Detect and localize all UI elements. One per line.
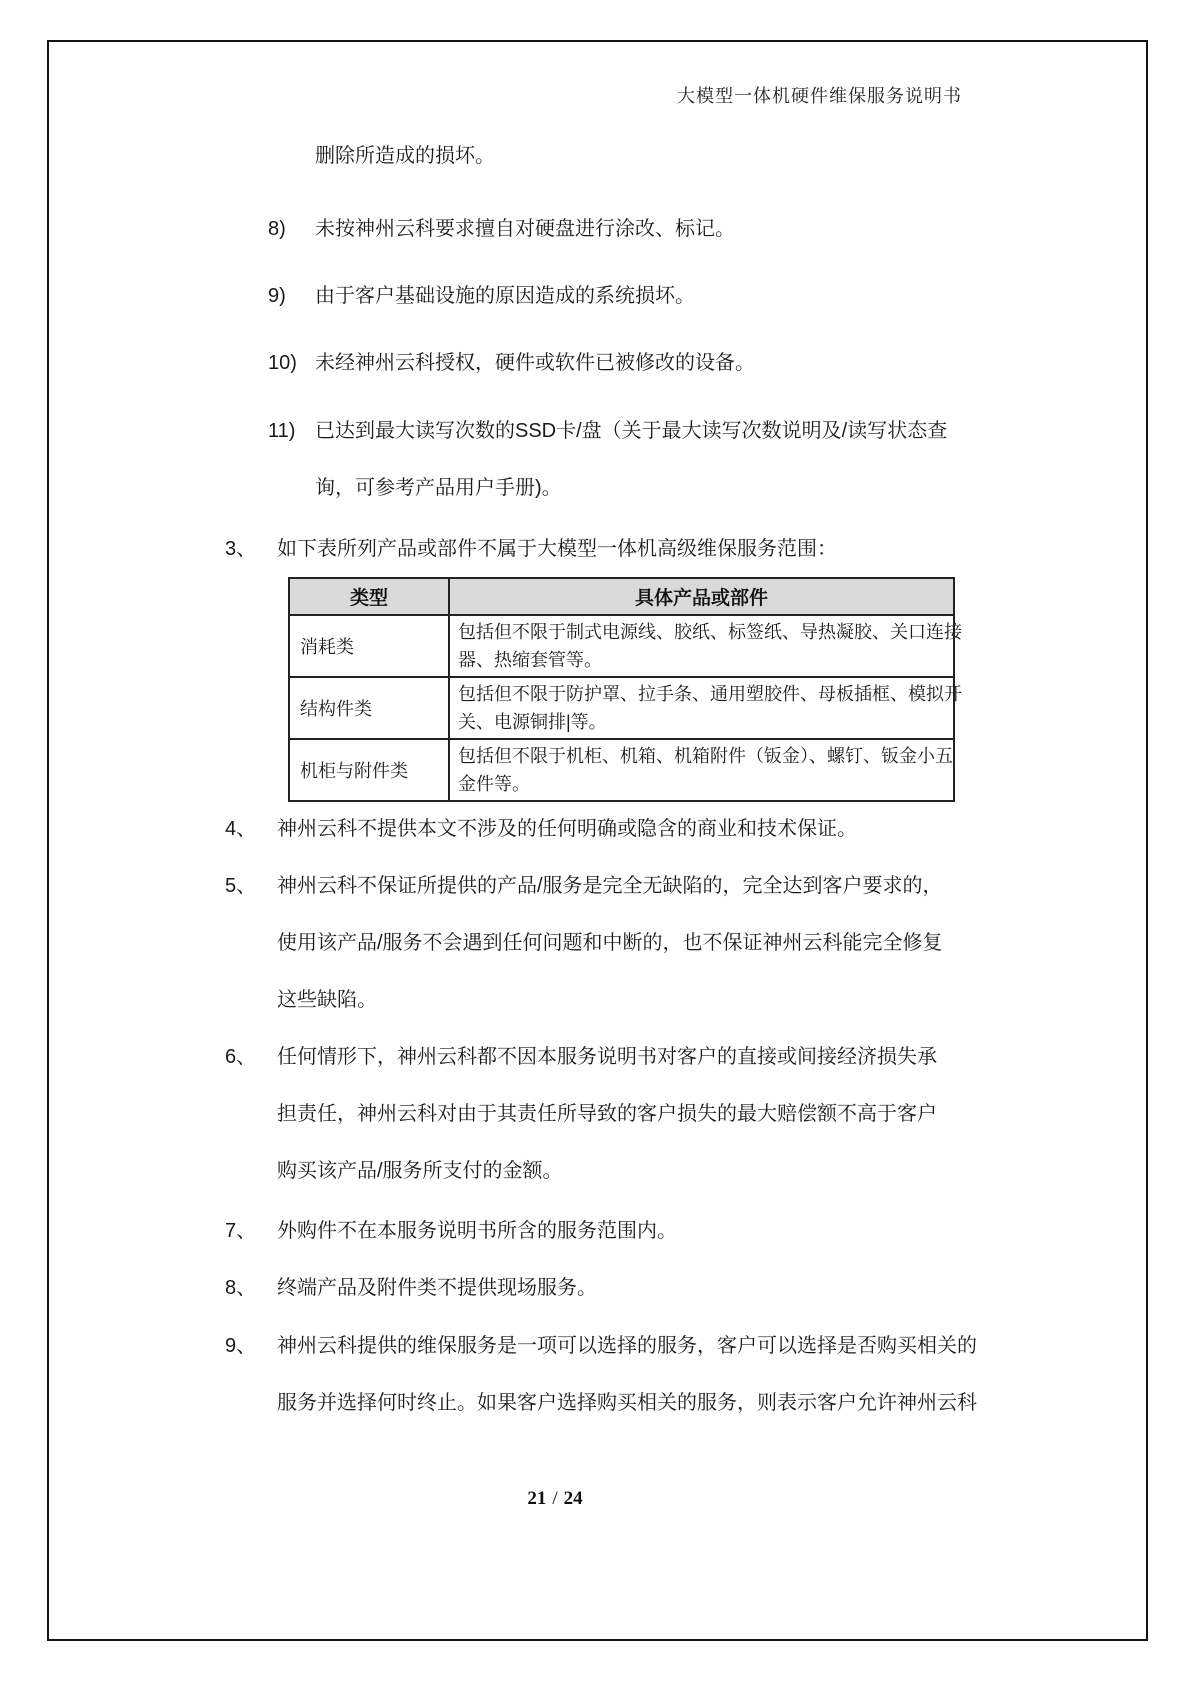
list-lines <box>315 403 947 517</box>
list-lines <box>277 1318 977 1432</box>
list-number: 8) <box>268 218 286 240</box>
list-line: 未按神州云科要求擅自对硬盘进行涂改、标记。 <box>315 218 735 240</box>
list-line: 服务并选择何时终止。如果客户选择购买相关的服务，则表示客户允许神州云科 <box>277 1392 977 1414</box>
list-number: 7、 <box>225 1220 257 1242</box>
list-number: 3、 <box>225 538 257 560</box>
list-item <box>225 801 857 858</box>
list-line: 神州云科提供的维保服务是一项可以选择的服务，客户可以选择是否购买相关的 <box>277 1335 977 1357</box>
page-number-current: 21 <box>527 1488 547 1509</box>
list-number: 5、 <box>225 875 257 897</box>
list-item <box>225 1203 677 1260</box>
table-desc-line: 关、电源铜排|等。 <box>458 712 607 732</box>
page-number-total: 24 <box>563 1488 583 1509</box>
list-item-3 <box>225 521 837 578</box>
table-header-row <box>289 578 954 615</box>
list-item <box>225 1260 597 1317</box>
list-lines <box>277 1203 677 1260</box>
page-footer <box>0 1485 1110 1513</box>
list-number: 8、 <box>225 1277 257 1299</box>
list-lines <box>277 1029 937 1200</box>
list-lines <box>277 858 943 1029</box>
table-desc-cell <box>449 677 962 739</box>
table-category-cell: 结构件类 <box>289 677 449 739</box>
list-lines <box>315 128 495 185</box>
list-item <box>225 858 943 1029</box>
list-line: 神州云科不提供本文不涉及的任何明确或隐含的商业和技术保证。 <box>277 818 857 840</box>
exclusion-table <box>288 577 962 802</box>
list-line: 询，可参考产品用户手册)。 <box>315 477 562 499</box>
list-item <box>225 1318 977 1432</box>
list-item <box>225 1029 937 1200</box>
list-lines <box>277 801 857 858</box>
list-number: 11) <box>268 420 296 442</box>
table-desc-line: 包括但不限于制式电源线、胶纸、标签纸、导热凝胶、关口连接 <box>458 622 962 642</box>
list-number: 9、 <box>225 1335 257 1357</box>
list-line: 外购件不在本服务说明书所含的服务范围内。 <box>277 1220 677 1242</box>
list-line: 已达到最大读写次数的SSD卡/盘（关于最大读写次数说明及/读写状态查 <box>315 420 948 442</box>
list-line: 删除所造成的损坏。 <box>315 145 495 167</box>
list-number: 9) <box>268 285 286 307</box>
list-lines <box>277 521 837 578</box>
list-line: 任何情形下，神州云科都不因本服务说明书对客户的直接或间接经济损失承 <box>277 1046 937 1068</box>
table-category-cell: 消耗类 <box>289 615 449 677</box>
list-lines <box>315 335 755 392</box>
list-item <box>268 201 735 258</box>
list-item <box>268 268 695 325</box>
list-number: 10) <box>268 352 297 374</box>
table-header-cell: 具体产品或部件 <box>449 578 954 615</box>
list-item <box>268 128 495 185</box>
list-line: 这些缺陷。 <box>277 989 377 1011</box>
table-row <box>289 615 954 677</box>
list-item <box>268 403 947 517</box>
list-line: 终端产品及附件类不提供现场服务。 <box>277 1277 597 1299</box>
list-lines <box>277 1260 597 1317</box>
table-desc-line: 包括但不限于防护罩、拉手条、通用塑胶件、母板插框、模拟开 <box>458 684 962 704</box>
list-line: 由于客户基础设施的原因造成的系统损坏。 <box>315 285 695 307</box>
table-row <box>289 739 954 801</box>
table-header-cell: 类型 <box>289 578 449 615</box>
list-line: 未经神州云科授权，硬件或软件已被修改的设备。 <box>315 352 755 374</box>
list-line: 如下表所列产品或部件不属于大模型一体机高级维保服务范围： <box>277 538 837 560</box>
list-line: 担责任，神州云科对由于其责任所导致的客户损失的最大赔偿额不高于客户 <box>277 1103 937 1125</box>
list-item <box>268 335 755 392</box>
list-line: 购买该产品/服务所支付的金额。 <box>277 1160 563 1182</box>
list-line: 神州云科不保证所提供的产品/服务是完全无缺陷的，完全达到客户要求的， <box>277 875 943 897</box>
table-row <box>289 677 954 739</box>
page-number-separator: / <box>552 1488 558 1509</box>
table-desc-line: 包括但不限于机柜、机箱、机箱附件（钣金）、螺钉、钣金小五 <box>458 746 953 766</box>
table-desc-cell <box>449 739 954 801</box>
table-desc-line: 器、热缩套管等。 <box>458 650 602 670</box>
list-lines <box>315 268 695 325</box>
list-lines <box>315 201 735 258</box>
list-number <box>268 128 315 185</box>
table-desc-cell <box>449 615 962 677</box>
list-number: 4、 <box>225 818 257 840</box>
list-line: 使用该产品/服务不会遇到任何问题和中断的，也不保证神州云科能完全修复 <box>277 932 943 954</box>
table-desc-line: 金件等。 <box>458 774 530 794</box>
list-number: 6、 <box>225 1046 257 1068</box>
table-category-cell: 机柜与附件类 <box>289 739 449 801</box>
header-title: 大模型一体机硬件维保服务说明书 <box>677 86 962 106</box>
